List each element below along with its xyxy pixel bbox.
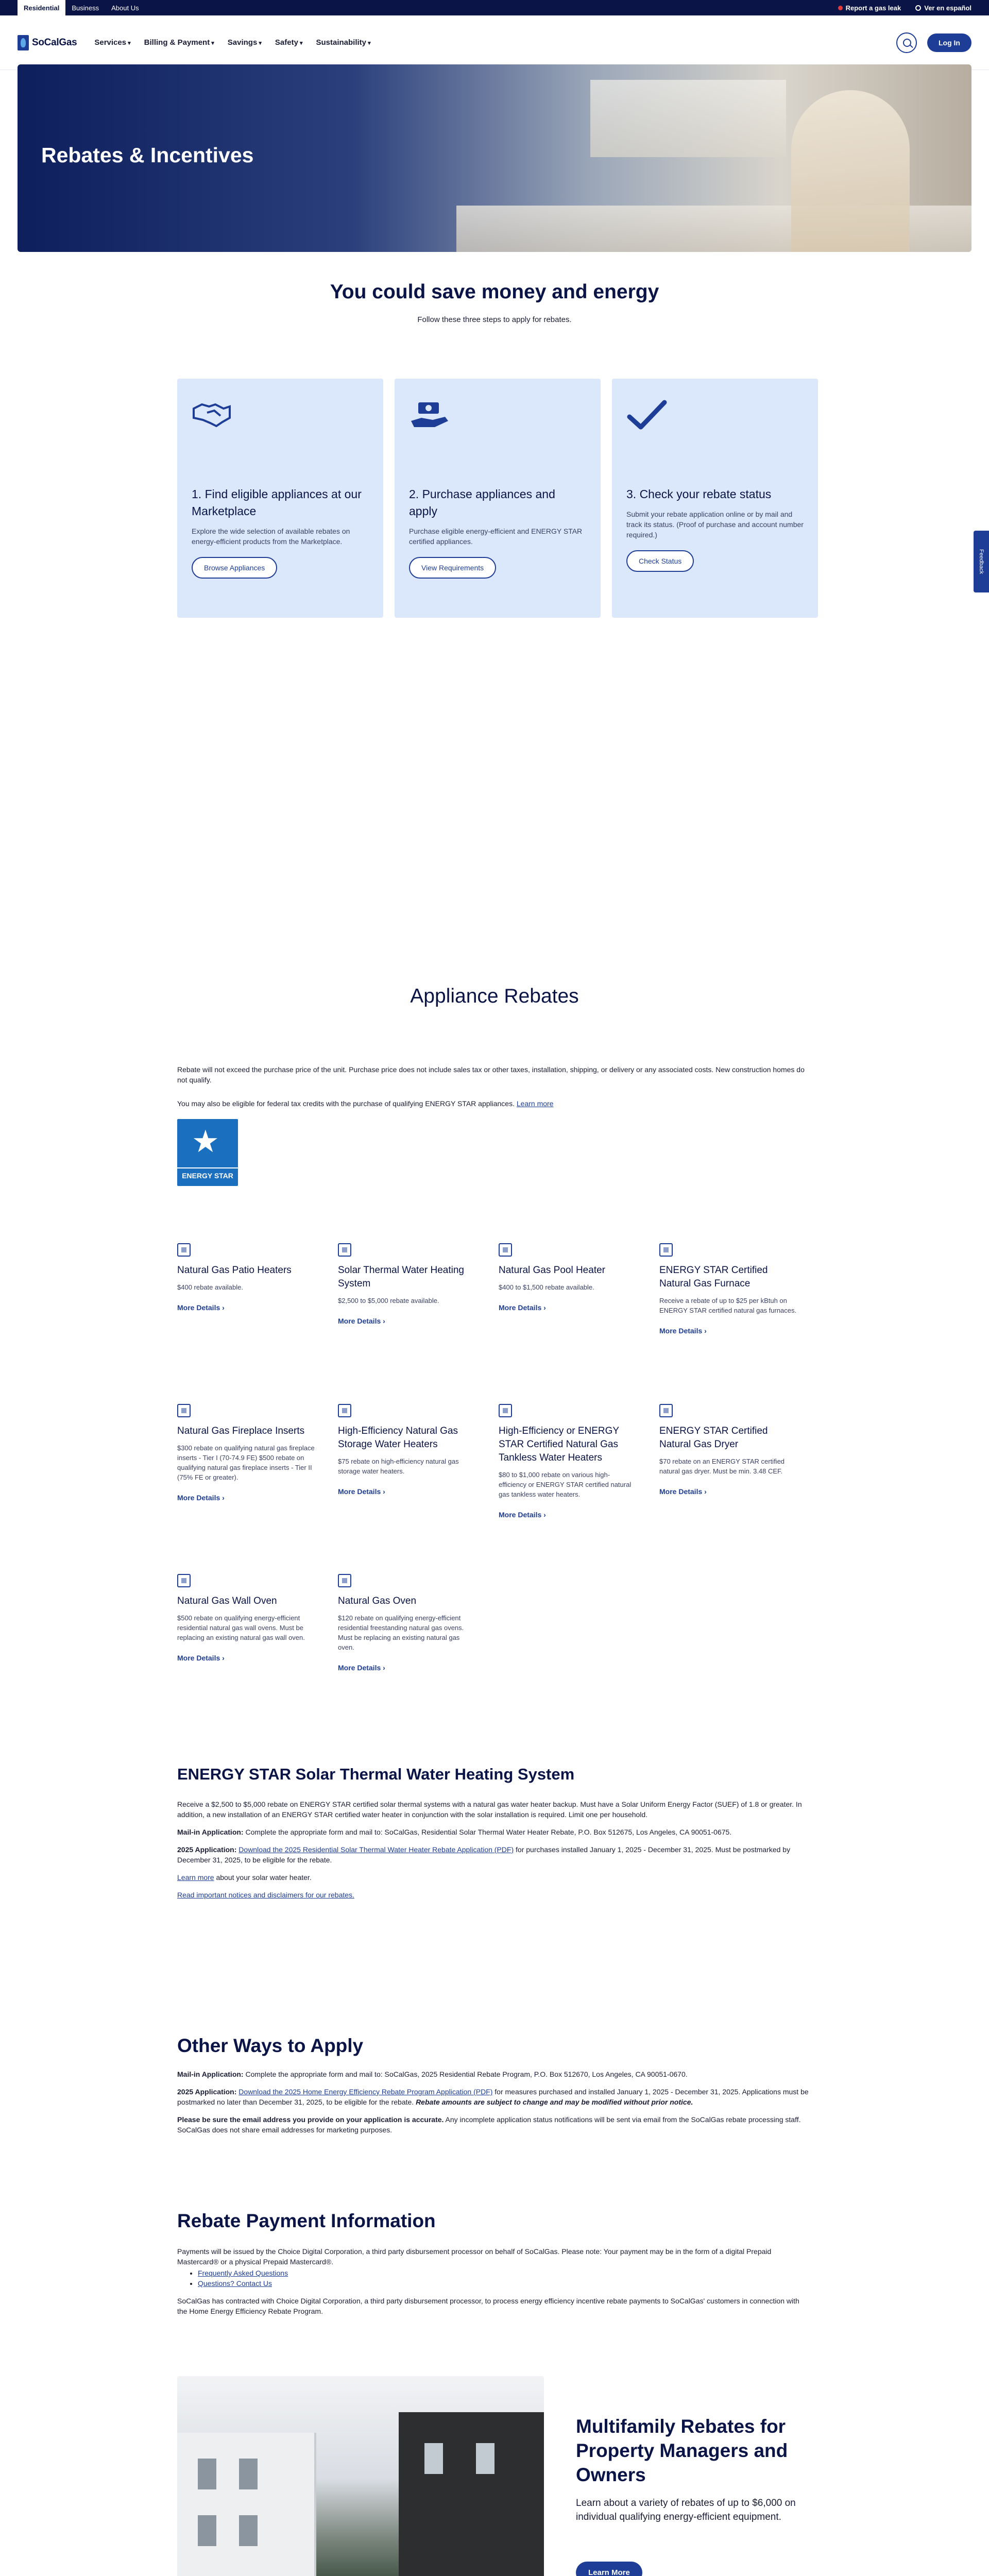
- product-card: [177, 1243, 316, 1312]
- alert-icon: [838, 6, 843, 10]
- product-desc: $80 to $1,000 rebate on various high-efficiency or ENERGY STAR certified natural gas tankless water heaters.: [499, 1471, 632, 1498]
- step-card-find: [177, 379, 383, 618]
- product-title: ENERGY STAR Certified Natural Gas Dryer: [659, 1426, 768, 1450]
- more-details-link[interactable]: More Details ›: [177, 1654, 316, 1662]
- steps-row: [177, 379, 818, 618]
- menu-sustainability[interactable]: Sustainability ▾: [316, 38, 371, 47]
- product-desc: Receive a rebate of up to $25 per kBtuh on ENERGY STAR certified natural gas furnaces.: [659, 1297, 797, 1314]
- step-card-status: [612, 379, 818, 618]
- step-title: 3. Check your rebate status: [626, 487, 772, 501]
- solar-application: 2025 Application: Download the 2025 Residential Solar Thermal Water Heater Rebate Application (PDF) for purchases installed January 1, 2025 - December 31, 2025. Must be postmarked by December 31, 2025, to be eligible for the rebate.: [177, 1845, 791, 1864]
- learn-more-link[interactable]: Learn more: [516, 1099, 554, 1108]
- browse-appliances-button[interactable]: Browse Appliances: [192, 557, 277, 579]
- product-title: High-Efficiency or ENERGY STAR Certified Natural Gas Tankless Water Heaters: [499, 1426, 619, 1463]
- spanish-link[interactable]: Ver en español: [915, 4, 971, 12]
- product-title: Natural Gas Wall Oven: [177, 1596, 277, 1606]
- dryer-icon: [659, 1404, 673, 1417]
- email-note: Please be sure the email address you provide on your application is accurate. Any incomplete application status notifications will be sent via email from the SoCalGas rebate processing staff. SoCalGas does not share email addresses for marketing purposes.: [177, 2115, 801, 2134]
- more-details-link[interactable]: More Details ›: [659, 1487, 798, 1496]
- multifamily-learn-more-button[interactable]: Learn More: [576, 2562, 642, 2576]
- more-details-link[interactable]: More Details ›: [499, 1303, 638, 1312]
- step-desc: Purchase eligible energy-efficient and ENERGY STAR certified appliances.: [409, 527, 583, 546]
- product-title: Natural Gas Fireplace Inserts: [177, 1426, 305, 1436]
- multifamily-image: [177, 2376, 544, 2576]
- building-white: [177, 2433, 316, 2576]
- check-status-button[interactable]: Check Status: [626, 550, 694, 572]
- menu-savings[interactable]: Savings ▾: [228, 38, 262, 47]
- save-subheading: Follow these three steps to apply for rebates.: [417, 315, 572, 324]
- solar-mail-in: Mail-in Application: Complete the appropriate form and mail to: SoCalGas, Residential Solar Thermal Water Heater Rebate, P.O. Box 512675, Los Angeles, CA 90051-0675.: [177, 1828, 732, 1836]
- product-card: [659, 1404, 798, 1496]
- product-card: [177, 1404, 316, 1502]
- search-icon[interactable]: [896, 32, 917, 53]
- step-desc: Submit your rebate application online or by mail and track its status. (Proof of purchase and account number required.): [626, 510, 804, 539]
- fireplace-icon: [177, 1404, 191, 1417]
- product-title: ENERGY STAR Certified Natural Gas Furnace: [659, 1265, 768, 1289]
- product-title: Solar Thermal Water Heating System: [338, 1265, 464, 1289]
- hero-kitchen-shelf: [590, 80, 786, 157]
- product-title: High-Efficiency Natural Gas Storage Water Heaters: [338, 1426, 458, 1450]
- site-logo[interactable]: SoCalGas: [18, 35, 77, 50]
- payment-desc: Payments will be issued by the Choice Digital Corporation, a third party disbursement processor on behalf of SoCalGas. Please note: Your payment may be in the form of a digital Prepaid Mastercard® or a physical Prepaid Mastercard®.: [177, 2247, 772, 2266]
- solar-application-link[interactable]: Download the 2025 Residential Solar Thermal Water Heater Rebate Application (PDF): [238, 1845, 514, 1854]
- more-details-link[interactable]: More Details ›: [499, 1511, 638, 1519]
- notices-link[interactable]: Read important notices and disclaimers for our rebates.: [177, 1891, 354, 1899]
- rebate-application-link[interactable]: Download the 2025 Home Energy Efficiency Rebate Program Application (PDF): [238, 2088, 493, 2096]
- solar-section: [177, 1765, 811, 1900]
- payment-heading: Rebate Payment Information: [177, 2210, 436, 2231]
- product-card: [338, 1243, 477, 1325]
- view-requirements-button[interactable]: View Requirements: [409, 557, 496, 579]
- payment-section: [177, 2210, 811, 2316]
- more-details-link[interactable]: More Details ›: [338, 1317, 477, 1325]
- tax-credit-note: You may also be eligible for federal tax credits with the purchase of qualifying ENERGY STAR appliances. Learn more: [177, 1099, 554, 1108]
- handshake-icon: [192, 399, 233, 435]
- patio-heater-icon: [177, 1243, 191, 1257]
- more-details-link[interactable]: More Details ›: [177, 1494, 316, 1502]
- wall-oven-icon: [177, 1574, 191, 1587]
- multifamily-heading: Multifamily Rebates for Property Managers and Owners: [576, 2416, 788, 2485]
- more-details-link[interactable]: More Details ›: [338, 1487, 477, 1496]
- tab-business[interactable]: Business: [72, 4, 99, 12]
- product-desc: $120 rebate on qualifying energy-efficient residential freestanding natural gas ovens. Must be replacing an existing natural gas oven.: [338, 1614, 464, 1651]
- hero-person-image: [791, 90, 910, 252]
- product-card: [177, 1574, 316, 1662]
- checkmark-icon: [626, 399, 668, 435]
- step-card-purchase: [395, 379, 601, 618]
- payment-contract-note: SoCalGas has contracted with Choice Digital Corporation, a third party disbursement processor, to process energy efficiency incentive rebate payments to SoCalGas' customers in connection with the Home Energy Efficiency Rebate Program.: [177, 2297, 799, 2315]
- product-card: [338, 1574, 477, 1672]
- product-desc: $2,500 to $5,000 rebate available.: [338, 1297, 439, 1304]
- audience-tabs: [18, 0, 145, 15]
- product-card: [499, 1243, 638, 1312]
- more-details-link[interactable]: More Details ›: [338, 1664, 477, 1672]
- oven-icon: [338, 1574, 351, 1587]
- tab-about-us[interactable]: About Us: [111, 4, 139, 12]
- star-icon: ★: [192, 1124, 219, 1159]
- more-details-link[interactable]: More Details ›: [659, 1327, 798, 1335]
- step-desc: Explore the wide selection of available rebates on energy-efficient products from the Marketplace.: [192, 527, 350, 546]
- product-desc: $400 to $1,500 rebate available.: [499, 1283, 594, 1291]
- step-title: 1. Find eligible appliances at our Marketplace: [192, 487, 362, 518]
- other-mail-in: Mail-in Application: Complete the appropriate form and mail to: SoCalGas, 2025 Residential Rebate Program, P.O. Box 512670, Los Angeles, CA 90051-0670.: [177, 2070, 688, 2078]
- other-ways-heading: Other Ways to Apply: [177, 2035, 364, 2056]
- product-card: [499, 1404, 638, 1519]
- save-heading: You could save money and energy: [330, 281, 659, 303]
- money-hand-icon: [409, 399, 450, 435]
- product-desc: $70 rebate on an ENERGY STAR certified natural gas dryer. Must be min. 3.48 CEF.: [659, 1458, 785, 1475]
- solar-learn-more: Learn more about your solar water heater.: [177, 1873, 312, 1882]
- payment-links: [198, 2268, 811, 2289]
- multifamily-desc: Learn about a variety of rebates of up to $6,000 on individual qualifying energy-efficient equipment.: [576, 2498, 796, 2522]
- solar-desc: Receive a $2,500 to $5,000 rebate on ENERGY STAR certified solar thermal systems with a natural gas water heater backup. Must have a Solar Uniform Energy Factor (SUEF) of 1.8 or greater. In addition, a new installation of an ENERGY STAR certified water heater in conjunction with the solar installation is required. Limit one per household.: [177, 1800, 802, 1819]
- report-gas-leak-link[interactable]: Report a gas leak: [838, 4, 901, 12]
- tankless-heater-icon: [499, 1404, 512, 1417]
- more-details-link[interactable]: More Details ›: [177, 1303, 316, 1312]
- furnace-icon: [659, 1243, 673, 1257]
- product-title: Natural Gas Pool Heater: [499, 1265, 605, 1276]
- faq-link[interactable]: Frequently Asked Questions: [198, 2269, 288, 2277]
- other-application: 2025 Application: Download the 2025 Home Energy Efficiency Rebate Program Application (PDF) for measures purchased and installed January 1, 2025 - December 31, 2025. Applications must be postmarked no later than December 31, 2025, to be eligible for the rebate. Rebate amounts are subject to change and may be modified without prior notice.: [177, 2088, 809, 2106]
- solar-heading: ENERGY STAR Solar Thermal Water Heating System: [177, 1765, 575, 1783]
- hero-banner: [18, 64, 971, 252]
- logo-mark-icon: [18, 35, 29, 50]
- building-dark: [399, 2412, 544, 2576]
- product-card: [659, 1243, 798, 1335]
- product-desc: $400 rebate available.: [177, 1283, 243, 1291]
- main-nav: [0, 15, 989, 70]
- step-title: 2. Purchase appliances and apply: [409, 487, 555, 518]
- product-card: [338, 1404, 477, 1496]
- tab-residential[interactable]: Residential: [18, 0, 65, 15]
- product-desc: $75 rebate on high-efficiency natural gas storage water heaters.: [338, 1458, 459, 1475]
- product-title: Natural Gas Patio Heaters: [177, 1265, 292, 1276]
- product-desc: $300 rebate on qualifying natural gas fireplace inserts - Tier I (70-74.9 FE) $500 rebate on qualifying natural gas fireplace inserts - Tier II (75% FE or greater).: [177, 1444, 315, 1481]
- appliance-note: Rebate will not exceed the purchase price of the unit. Purchase price does not include sales tax or other taxes, installation, shipping, or delivery or any associated costs. New construction homes do not qualify.: [177, 1065, 805, 1084]
- menu-billing[interactable]: Billing & Payment ▾: [144, 38, 214, 47]
- solar-learn-more-link[interactable]: Learn more: [177, 1873, 214, 1882]
- product-title: Natural Gas Oven: [338, 1596, 417, 1606]
- page-title: Rebates & Incentives: [41, 143, 254, 167]
- globe-icon: [915, 5, 921, 11]
- pool-heater-icon: [499, 1243, 512, 1257]
- water-heater-icon: [338, 1404, 351, 1417]
- product-desc: $500 rebate on qualifying energy-efficient residential natural gas wall ovens. Must be replacing an existing natural gas wall oven.: [177, 1614, 305, 1641]
- contact-us-link[interactable]: Questions? Contact Us: [198, 2279, 272, 2287]
- solar-heater-icon: [338, 1243, 351, 1257]
- primary-menu: [94, 38, 370, 47]
- utility-bar: [0, 0, 989, 15]
- feedback-tab[interactable]: Feedback: [974, 531, 989, 592]
- menu-safety[interactable]: Safety ▾: [275, 38, 303, 47]
- other-ways-section: [177, 2035, 811, 2135]
- menu-services[interactable]: Services ▾: [94, 38, 130, 47]
- energy-star-logo: ★ ENERGY STAR: [177, 1119, 238, 1186]
- appliance-rebates-heading: Appliance Rebates: [410, 985, 579, 1007]
- login-button[interactable]: Log In: [927, 33, 971, 52]
